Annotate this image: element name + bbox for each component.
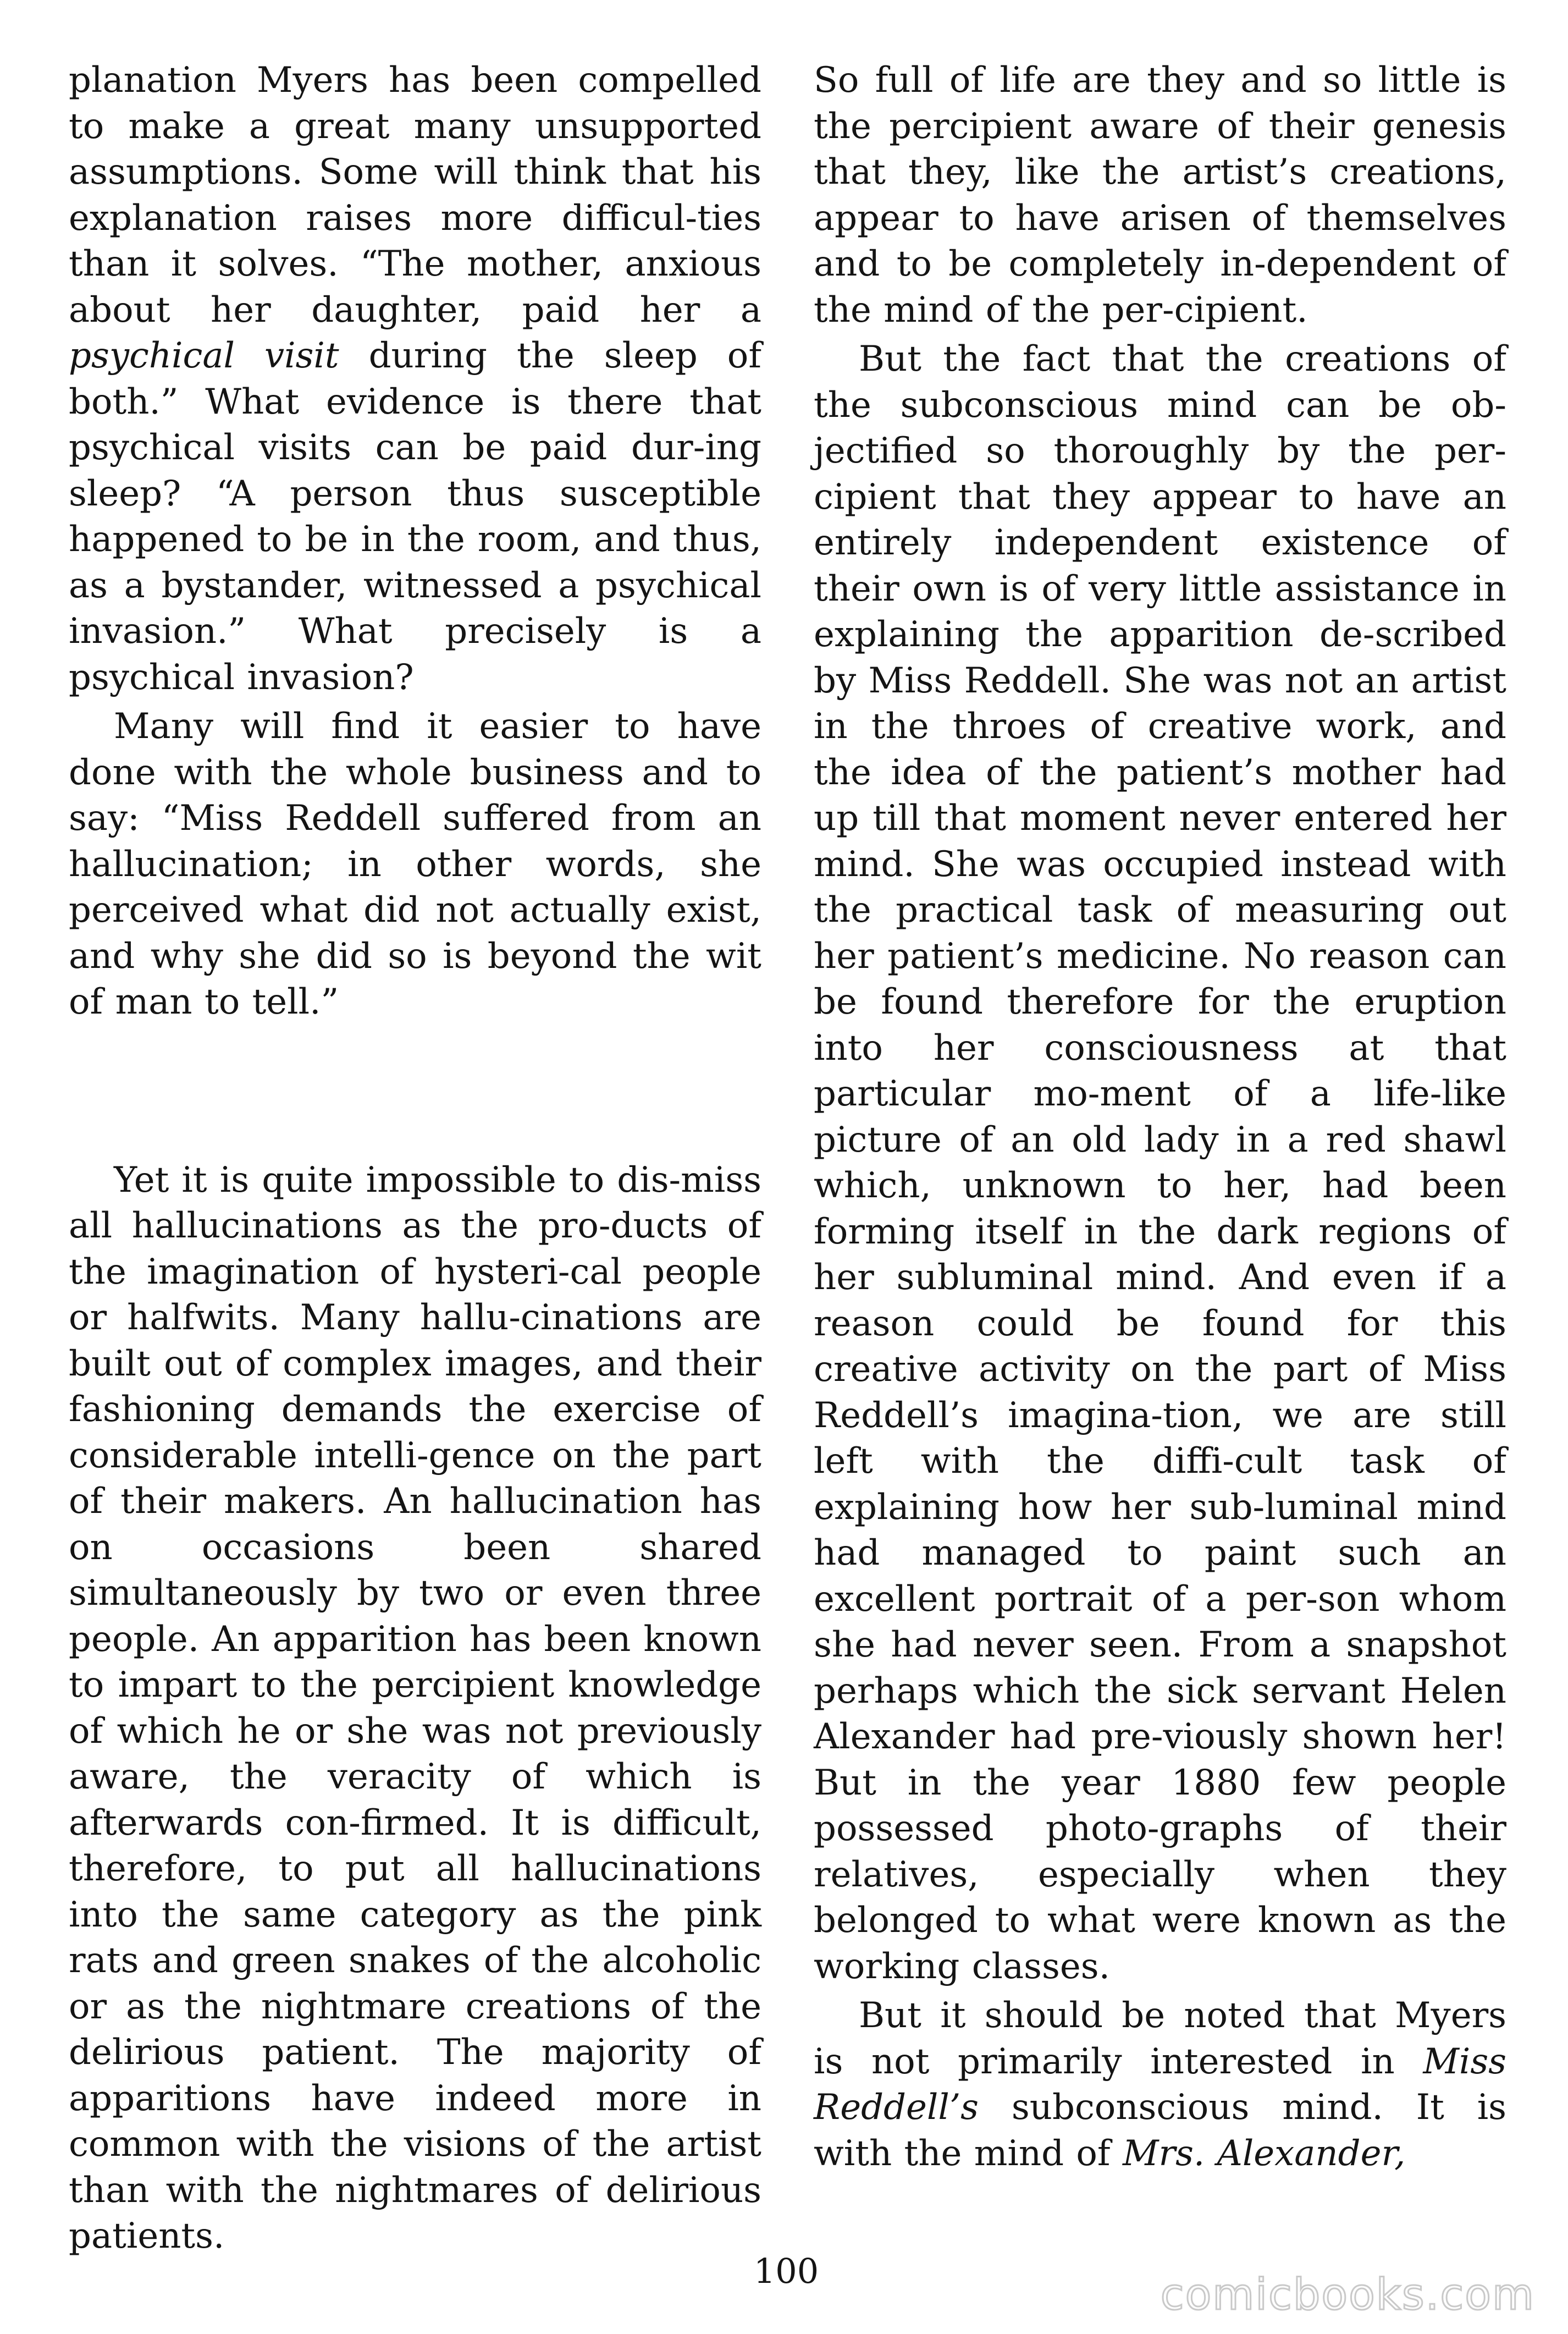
paragraph-text: planation Myers has been compelled to make a great many unsupported assumptions. Some will think that his explanation raises more difficul-ties than it solves. “The mother, anxious about her daughter, paid her a: [69, 60, 761, 331]
left-text-column: [69, 58, 761, 2260]
italic-phrase: Miss Reddell’s: [814, 2041, 1506, 2128]
paragraph-left-1: [69, 58, 761, 701]
paragraph-right-2: But the fact that the creations of the subconscious mind can be ob-jectified so thoroughly by the per-cipient that they appear to have an entirely independent existence of their own is of very little assistance in explaining the apparition de-scribed by Miss Reddell. She was not an artist in the throes of creative work, and the idea of the patient’s mother had up till that moment never entered her mind. She was occupied instead with the practical task of measuring out her patient’s medicine. No reason can be found therefore for the eruption into her consciousness at that particular mo-ment of a life-like picture of an old lady in a red shawl which, unknown to her, had been forming itself in the dark regions of her subluminal mind. And even if a reason could be found for this creative activity on the part of Miss Reddell’s imagina-tion, we are still left with the diffi-cult task of explaining how her sub-luminal mind had managed to paint such an excellent portrait of a per-son whom she had never seen. From a snapshot perhaps which the sick servant Helen Alexander had pre-viously shown her! But in the year 1880 few people possessed photo-graphs of their relatives, especially when they belonged to what were known as the working classes.: [814, 339, 1506, 1987]
paragraph-left-3: Yet it is quite impossible to dis-miss all hallucinations as the pro-ducts of the imagination of hysteri-cal people or halfwits. Many hallu-cinations are built out of complex images, and their fashioning demands the exercise of considerable intelli-gence on the part of their makers. An hallucination has on occasions been shared simultaneously by two or even three people. An apparition has been known to impart to the percipient knowledge of which he or she was not previously aware, the veracity of which is afterwards con-firmed. It is difficult, therefore, to put all hallucinations into the same category as the pink rats and green snakes of the alcoholic or as the nightmare creations of the delirious patient. The majority of apparitions have indeed more in common with the visions of the artist than with the nightmares of delirious patients.: [69, 1159, 761, 2256]
italic-phrase: psychical visit: [69, 335, 339, 376]
paragraph-text: during the sleep of both.” What evidence is there that psychical visits can be paid dur-ing sleep? “A person thus susceptible happened to be in the room, and thus, as a bystander, witnessed a psychical invasion.” What precisely is a psychical invasion?: [69, 335, 762, 698]
page-number: 100: [753, 2251, 819, 2291]
paragraph-left-2: Many will find it easier to have done with the whole business and to say: “Miss Reddell suffered from an hallucination; in other words, she perceived what did not actually exist, and why she did so is beyond the wit of man to tell.”: [69, 706, 761, 1022]
watermark: comicbooks.com: [1160, 2270, 1535, 2320]
paragraph-right-3: [814, 1993, 1506, 2177]
paragraph-text: subconscious mind. It is with the mind of: [814, 2087, 1506, 2174]
section-break: [69, 1026, 761, 1158]
paragraph-right-1: So full of life are they and so little is the percipient aware of their genesis that they, like the artist’s creations, appear to have arisen of themselves and to be completely in-dependent of the mind of the per-cipient.: [814, 60, 1506, 331]
italic-phrase: Mrs. Alexander,: [1122, 2133, 1406, 2174]
paragraph-text: But it should be noted that Myers is not primarily interested in: [814, 1995, 1506, 2082]
right-text-column: [814, 58, 1506, 2177]
